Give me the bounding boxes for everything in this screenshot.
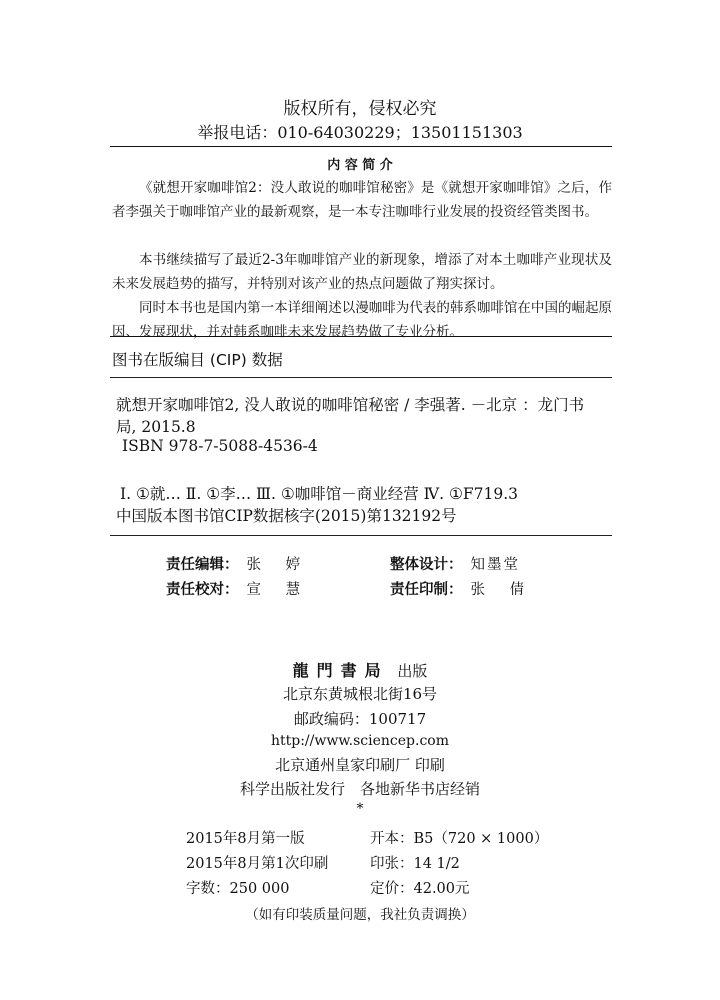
copyright-notice: 版权所有，侵权必究 — [283, 99, 437, 119]
report-hotline: 举报电话：010-64030229；13501151303 — [197, 123, 523, 142]
divider — [110, 336, 612, 337]
credit-print — [390, 578, 534, 599]
credit-label: 责任编辑： — [166, 557, 239, 573]
credit-label: 责任印制： — [390, 582, 463, 598]
credit-value: 知墨堂 — [470, 557, 520, 573]
credit-label: 责任校对： — [166, 582, 239, 598]
summary-heading: 内 容 简 介 — [327, 158, 393, 173]
summary-paragraph: 本书继续描写了最近2-3年咖啡馆产业的新现象，增添了对本土咖啡产业现状及未来发展趋势的描写，并特别对该产业的热点问题做了翔实探讨。 — [112, 252, 612, 292]
publisher-postcode: 邮政编码：100717 — [293, 710, 427, 728]
cip-heading: 图书在版编目 (CIP) 数据 — [112, 351, 283, 369]
spec-sheets: 印张：14 1/2 — [370, 856, 460, 872]
divider — [110, 146, 612, 147]
star-separator: * — [356, 801, 364, 817]
credit-proof — [166, 578, 310, 599]
credit-label: 整体设计： — [390, 557, 463, 573]
spec-printing: 2015年8月第1次印刷 — [186, 856, 329, 872]
credit-value: 张 婷 — [246, 557, 311, 573]
publisher-suffix: 出版 — [397, 662, 428, 680]
credit-design — [390, 553, 520, 574]
publisher-url: http://www.sciencep.com — [270, 733, 449, 749]
cip-record: 中国版本图书馆CIP数据核字(2015)第132192号 — [116, 507, 457, 525]
cip-title-line: 局, 2015.8 — [116, 418, 196, 436]
summary-paragraph: 《就想开家咖啡馆2：没人敢说的咖啡馆秘密》是《就想开家咖啡馆》之后，作者李强关于咖啡馆产业的最新观察，是一本专注咖啡行业发展的投资经管类图书。 — [112, 180, 612, 220]
publisher-address: 北京东黄城根北街16号 — [282, 685, 438, 703]
spec-price: 定价：42.00元 — [370, 881, 470, 897]
distribution: 科学出版社发行 各地新华书店经销 — [239, 780, 480, 798]
cip-classification: Ⅰ. ①就… Ⅱ. ①李… Ⅲ. ①咖啡馆－商业经营 Ⅳ. ①F719.3 — [120, 485, 518, 503]
summary-paragraph: 同时本书也是国内第一本详细阐述以漫咖啡为代表的韩系咖啡馆在中国的崛起原因、发展现状，并对韩系咖啡未来发展趋势做了专业分析。 — [112, 300, 612, 340]
printer: 北京通州皇家印刷厂 印刷 — [275, 756, 445, 774]
credit-editor — [166, 553, 310, 574]
credit-value: 宣 慧 — [246, 582, 311, 598]
divider — [110, 535, 612, 536]
quality-note: （如有印装质量问题，我社负责调换） — [245, 907, 475, 923]
publisher-line — [0, 658, 720, 681]
spec-edition: 2015年8月第一版 — [186, 831, 305, 847]
credit-value: 张 倩 — [470, 582, 535, 598]
divider — [110, 377, 612, 378]
spec-words: 字数：250 000 — [186, 881, 290, 897]
publisher-logo: 龍門書局 — [292, 661, 389, 680]
spec-format: 开本：B5（720 × 1000） — [370, 831, 549, 847]
cip-title-line: 就想开家咖啡馆2, 没人敢说的咖啡馆秘密 / 李强著. －北京 ：龙门书 — [116, 396, 585, 414]
cip-isbn: ISBN 978-7-5088-4536-4 — [122, 437, 318, 455]
